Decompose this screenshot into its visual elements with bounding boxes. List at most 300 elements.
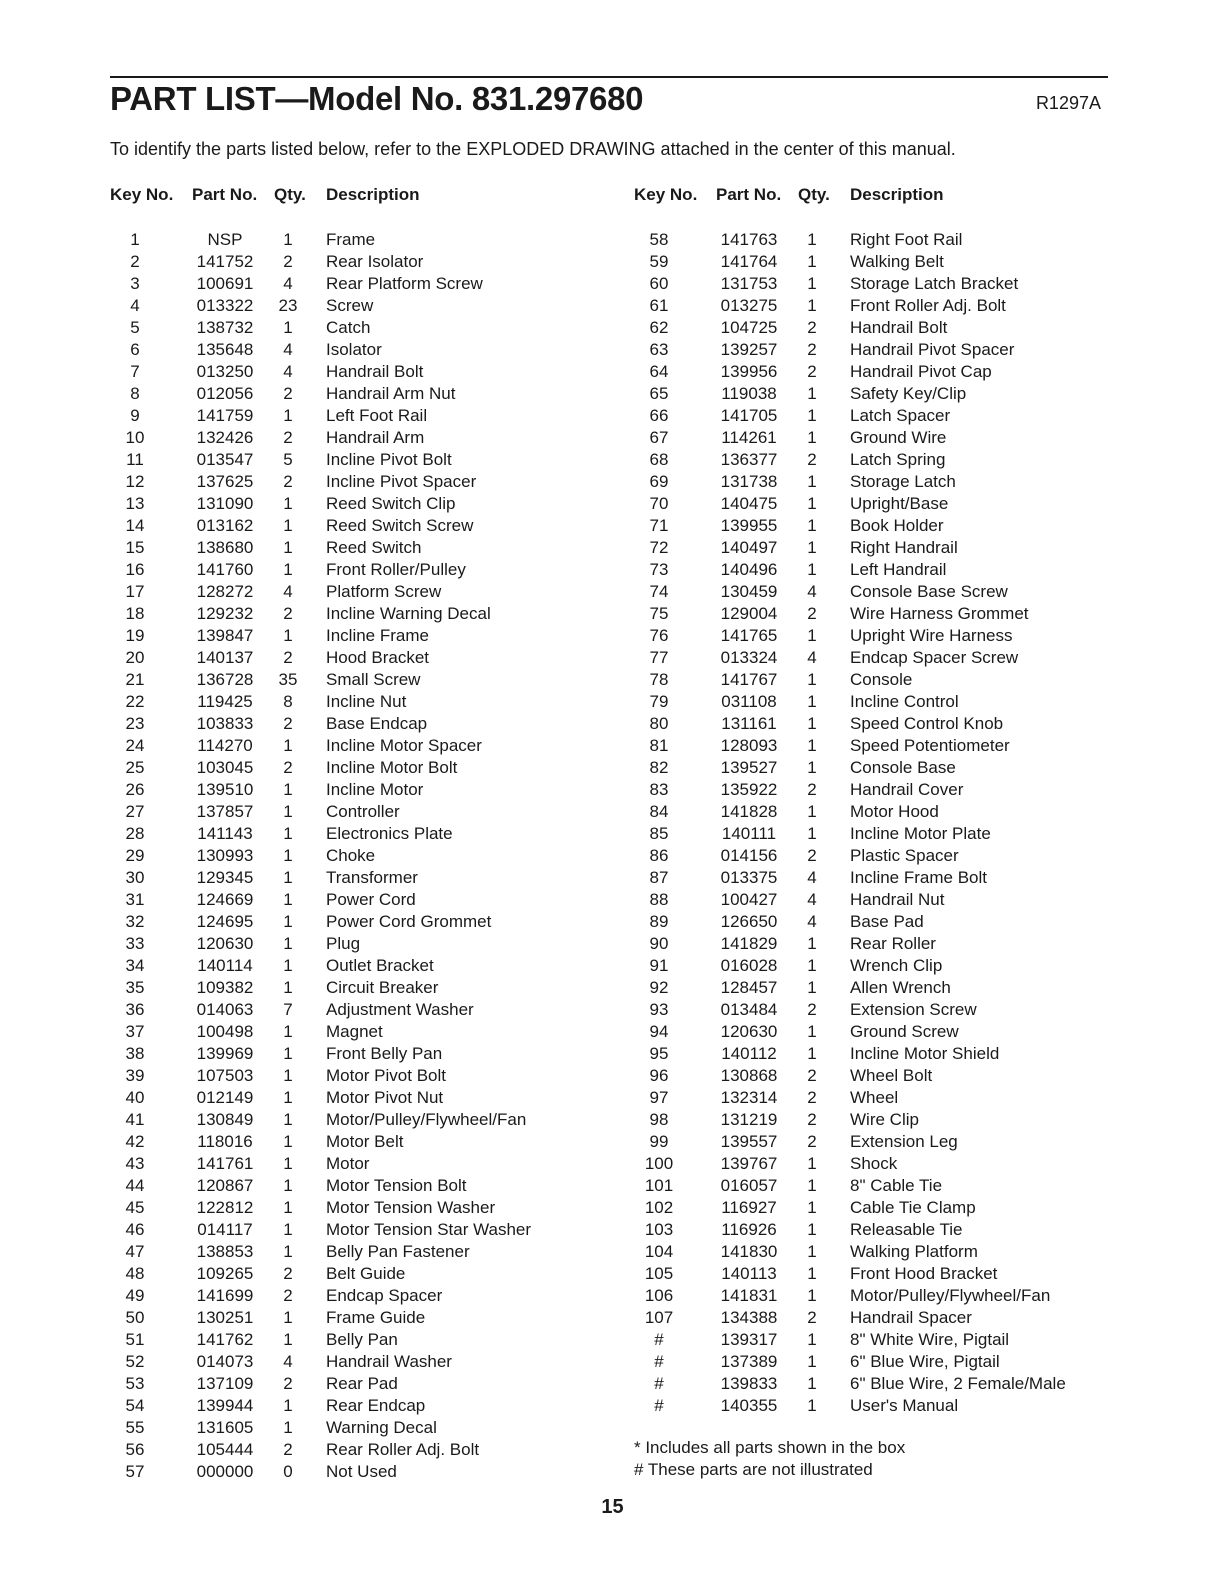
footnotes — [634, 1437, 905, 1481]
cell-key-no: 53 — [125, 1374, 145, 1393]
cell-description: Power Cord Grommet — [326, 912, 492, 931]
cell-part-no: 100427 — [720, 890, 778, 909]
cell-part-no: 137389 — [720, 1352, 778, 1371]
cell-description: Extension Screw — [850, 1000, 977, 1019]
cell-part-no: 139527 — [720, 758, 778, 777]
cell-part-no: 141764 — [720, 252, 778, 271]
cell-key-no: 80 — [649, 714, 669, 733]
cell-qty: 1 — [283, 956, 293, 975]
cell-description: Rear Roller Adj. Bolt — [326, 1440, 480, 1459]
cell-part-no: 130459 — [720, 582, 778, 601]
cell-key-no: 16 — [125, 560, 145, 579]
cell-key-no: 11 — [126, 450, 144, 469]
table-row — [634, 955, 1134, 977]
table-row — [634, 1373, 1134, 1395]
table-row — [634, 1263, 1134, 1285]
cell-description: Handrail Washer — [326, 1352, 452, 1371]
cell-part-no: 139944 — [196, 1396, 254, 1415]
cell-part-no: 139767 — [720, 1154, 778, 1173]
cell-part-no: 014063 — [196, 1000, 254, 1019]
table-row — [110, 405, 610, 427]
table-row — [110, 867, 610, 889]
cell-description: Motor Pivot Nut — [326, 1088, 444, 1107]
cell-qty: 4 — [807, 582, 817, 601]
cell-description: Safety Key/Clip — [850, 384, 967, 403]
cell-part-no: 124669 — [196, 890, 254, 909]
table-row — [634, 823, 1134, 845]
cell-key-no: 100 — [644, 1154, 674, 1173]
cell-part-no: 139510 — [196, 780, 254, 799]
cell-qty: 1 — [807, 1220, 817, 1239]
header-qty: Qty. — [274, 185, 306, 204]
cell-key-no: 64 — [649, 362, 669, 381]
cell-part-no: 141829 — [720, 934, 778, 953]
cell-qty: 2 — [807, 1000, 817, 1019]
cell-key-no: 28 — [125, 824, 145, 843]
cell-qty: 1 — [807, 1330, 817, 1349]
table-row — [110, 845, 610, 867]
cell-qty: 1 — [283, 516, 293, 535]
cell-description: Storage Latch Bracket — [850, 274, 1019, 293]
cell-part-no: 140475 — [720, 494, 778, 513]
cell-key-no: 19 — [125, 626, 145, 645]
table-row — [634, 1307, 1134, 1329]
table-row — [110, 1021, 610, 1043]
cell-description: Endcap Spacer Screw — [850, 648, 1019, 667]
cell-qty: 1 — [807, 516, 817, 535]
cell-key-no: 31 — [125, 890, 145, 909]
cell-key-no: 75 — [649, 604, 669, 623]
cell-description: Endcap Spacer — [326, 1286, 443, 1305]
cell-key-no: 96 — [649, 1066, 669, 1085]
cell-description: Outlet Bracket — [326, 956, 434, 975]
cell-description: Screw — [326, 296, 374, 315]
cell-part-no: 140111 — [721, 824, 777, 843]
cell-part-no: 120630 — [196, 934, 254, 953]
cell-key-no: 41 — [125, 1110, 145, 1129]
cell-description: Rear Isolator — [326, 252, 424, 271]
document-code: R1297A — [1035, 93, 1101, 113]
table-row — [634, 493, 1134, 515]
table-row — [634, 999, 1134, 1021]
cell-description: Front Roller/Pulley — [326, 560, 466, 579]
cell-qty: 1 — [807, 1396, 817, 1415]
table-row — [634, 977, 1134, 999]
cell-qty: 2 — [283, 1286, 293, 1305]
cell-qty: 1 — [283, 846, 293, 865]
cell-qty: 2 — [283, 252, 293, 271]
cell-part-no: 141759 — [196, 406, 254, 425]
cell-key-no: 22 — [125, 692, 145, 711]
cell-description: Extension Leg — [850, 1132, 958, 1151]
cell-description: Reed Switch — [326, 538, 422, 557]
cell-key-no: 58 — [649, 230, 669, 249]
cell-key-no: 63 — [649, 340, 669, 359]
cell-description: Platform Screw — [326, 582, 442, 601]
cell-description: Wrench Clip — [850, 956, 943, 975]
cell-qty: 1 — [807, 274, 817, 293]
cell-key-no: 47 — [125, 1242, 145, 1261]
cell-qty: 1 — [283, 736, 293, 755]
header-key-no: Key No. — [110, 185, 174, 204]
cell-part-no: 128093 — [720, 736, 778, 755]
cell-part-no: 139557 — [720, 1132, 778, 1151]
cell-description: Motor Tension Star Washer — [326, 1220, 532, 1239]
cell-qty: 2 — [283, 472, 293, 491]
cell-qty: 1 — [283, 1022, 293, 1041]
table-row — [110, 317, 610, 339]
cell-qty: 1 — [283, 494, 293, 513]
cell-description: Incline Motor — [326, 780, 424, 799]
table-row — [634, 383, 1134, 405]
cell-part-no: 128457 — [720, 978, 778, 997]
cell-part-no: 120630 — [720, 1022, 778, 1041]
table-row — [110, 1417, 610, 1439]
table-row — [634, 1109, 1134, 1131]
cell-key-no: 68 — [649, 450, 669, 469]
cell-key-no: 1 — [130, 230, 140, 249]
table-row — [634, 647, 1134, 669]
cell-qty: 2 — [807, 450, 817, 469]
table-row — [634, 471, 1134, 493]
cell-key-no: 49 — [125, 1286, 145, 1305]
table-row — [634, 1219, 1134, 1241]
cell-part-no: 141761 — [196, 1154, 254, 1173]
cell-qty: 1 — [807, 956, 817, 975]
cell-qty: 2 — [807, 1110, 817, 1129]
cell-part-no: 014117 — [197, 1220, 253, 1239]
cell-part-no: 130251 — [196, 1308, 254, 1327]
header-qty: Qty. — [798, 185, 830, 204]
header-description: Description — [326, 185, 420, 204]
cell-qty: 2 — [283, 604, 293, 623]
cell-key-no: 67 — [649, 428, 669, 447]
cell-key-no: # — [654, 1374, 664, 1393]
cell-qty: 2 — [283, 1374, 293, 1393]
cell-qty: 1 — [283, 978, 293, 997]
cell-part-no: 141831 — [720, 1286, 778, 1305]
cell-part-no: 134388 — [720, 1308, 778, 1327]
table-row — [110, 823, 610, 845]
cell-description: Incline Control — [850, 692, 959, 711]
table-row — [110, 757, 610, 779]
cell-part-no: 141762 — [196, 1330, 254, 1349]
table-row — [110, 1153, 610, 1175]
cell-key-no: 50 — [125, 1308, 145, 1327]
table-row — [110, 1307, 610, 1329]
cell-qty: 23 — [278, 296, 298, 315]
cell-qty: 1 — [283, 1396, 293, 1415]
cell-part-no: 141143 — [197, 824, 253, 843]
cell-key-no: 92 — [649, 978, 669, 997]
cell-key-no: 15 — [125, 538, 145, 557]
cell-description: Base Pad — [850, 912, 924, 931]
table-row — [634, 405, 1134, 427]
cell-description: Controller — [326, 802, 400, 821]
cell-qty: 1 — [283, 1198, 293, 1217]
cell-key-no: 38 — [125, 1044, 145, 1063]
cell-key-no: 99 — [649, 1132, 669, 1151]
cell-part-no: 139955 — [720, 516, 778, 535]
cell-qty: 1 — [283, 1220, 293, 1239]
cell-description: Rear Platform Screw — [326, 274, 483, 293]
table-row — [110, 1285, 610, 1307]
cell-qty: 2 — [807, 604, 817, 623]
cell-part-no: 141830 — [720, 1242, 778, 1261]
cell-description: Motor Pivot Bolt — [326, 1066, 446, 1085]
cell-description: Plastic Spacer — [850, 846, 959, 865]
cell-description: Speed Control Knob — [850, 714, 1004, 733]
cell-qty: 1 — [283, 318, 293, 337]
cell-part-no: 140497 — [720, 538, 778, 557]
cell-qty: 1 — [283, 1110, 293, 1129]
cell-key-no: 93 — [649, 1000, 669, 1019]
cell-key-no: 60 — [649, 274, 669, 293]
cell-description: Rear Roller — [850, 934, 936, 953]
cell-qty: 1 — [807, 736, 817, 755]
cell-key-no: 32 — [125, 912, 145, 931]
table-row — [634, 295, 1134, 317]
table-row — [110, 1043, 610, 1065]
cell-qty: 1 — [807, 296, 817, 315]
table-row — [110, 1197, 610, 1219]
cell-key-no: 13 — [125, 494, 145, 513]
cell-qty: 1 — [807, 1176, 817, 1195]
footnote-included: * Includes all parts shown in the box — [634, 1438, 906, 1457]
table-row — [110, 779, 610, 801]
cell-part-no: 109265 — [196, 1264, 254, 1283]
cell-description: Console Base Screw — [850, 582, 1008, 601]
cell-part-no: 140496 — [720, 560, 778, 579]
cell-part-no: 103833 — [196, 714, 254, 733]
cell-description: Handrail Cover — [850, 780, 964, 799]
cell-key-no: 82 — [649, 758, 669, 777]
cell-qty: 2 — [283, 1264, 293, 1283]
cell-key-no: 66 — [649, 406, 669, 425]
cell-description: Handrail Spacer — [850, 1308, 972, 1327]
cell-key-no: 98 — [649, 1110, 669, 1129]
cell-description: Incline Pivot Bolt — [326, 450, 452, 469]
table-row — [634, 559, 1134, 581]
table-row — [110, 933, 610, 955]
cell-qty: 1 — [807, 1374, 817, 1393]
cell-part-no: 141763 — [720, 230, 778, 249]
table-row — [634, 273, 1134, 295]
cell-key-no: 7 — [130, 362, 140, 381]
cell-qty: 1 — [283, 1242, 293, 1261]
cell-part-no: 131605 — [196, 1418, 254, 1437]
cell-key-no: 17 — [125, 582, 145, 601]
cell-key-no: 35 — [125, 978, 145, 997]
cell-part-no: 141765 — [720, 626, 778, 645]
cell-qty: 4 — [283, 582, 293, 601]
cell-key-no: 76 — [649, 626, 669, 645]
cell-qty: 1 — [283, 1088, 293, 1107]
table-row — [634, 251, 1134, 273]
cell-qty: 2 — [807, 362, 817, 381]
cell-part-no: 119038 — [721, 384, 777, 403]
table-row — [634, 361, 1134, 383]
cell-key-no: 45 — [125, 1198, 145, 1217]
cell-qty: 1 — [807, 670, 817, 689]
cell-part-no: NSP — [207, 230, 243, 249]
cell-key-no: 61 — [649, 296, 669, 315]
cell-description: Left Foot Rail — [326, 406, 428, 425]
cell-description: Circuit Breaker — [326, 978, 439, 997]
cell-qty: 1 — [283, 780, 293, 799]
cell-description: Handrail Bolt — [326, 362, 424, 381]
cell-qty: 2 — [283, 714, 293, 733]
cell-key-no: 78 — [649, 670, 669, 689]
cell-description: Walking Platform — [850, 1242, 978, 1261]
cell-key-no: 20 — [125, 648, 145, 667]
cell-qty: 4 — [283, 362, 293, 381]
cell-key-no: 107 — [644, 1308, 674, 1327]
header-description: Description — [850, 185, 944, 204]
table-row — [110, 625, 610, 647]
cell-description: Incline Motor Bolt — [326, 758, 458, 777]
cell-part-no: 013275 — [720, 296, 778, 315]
table-row — [110, 1065, 610, 1087]
cell-qty: 4 — [807, 648, 817, 667]
cell-description: Belly Pan — [326, 1330, 398, 1349]
cell-key-no: 81 — [649, 736, 669, 755]
table-row — [110, 1263, 610, 1285]
cell-part-no: 016028 — [720, 956, 778, 975]
cell-qty: 1 — [283, 230, 293, 249]
cell-key-no: 70 — [649, 494, 669, 513]
cell-key-no: 40 — [125, 1088, 145, 1107]
cell-part-no: 013375 — [720, 868, 778, 887]
cell-description: Wheel — [850, 1088, 899, 1107]
table-row — [634, 1131, 1134, 1153]
cell-key-no: 8 — [130, 384, 140, 403]
cell-description: Incline Motor Shield — [850, 1044, 1000, 1063]
table-row — [110, 1329, 610, 1351]
table-row — [634, 427, 1134, 449]
table-row — [110, 955, 610, 977]
cell-qty: 2 — [283, 1440, 293, 1459]
cell-qty: 1 — [283, 538, 293, 557]
table-row — [110, 559, 610, 581]
table-row — [110, 1351, 610, 1373]
cell-part-no: 138853 — [196, 1242, 254, 1261]
cell-part-no: 128272 — [196, 582, 254, 601]
cell-qty: 1 — [807, 692, 817, 711]
cell-qty: 1 — [807, 384, 817, 403]
cell-part-no: 139847 — [196, 626, 254, 645]
cell-qty: 2 — [807, 318, 817, 337]
cell-qty: 1 — [807, 824, 817, 843]
cell-key-no: 83 — [649, 780, 669, 799]
cell-key-no: 21 — [125, 670, 145, 689]
cell-qty: 1 — [807, 758, 817, 777]
table-row — [634, 581, 1134, 603]
cell-key-no: 54 — [125, 1396, 145, 1415]
cell-key-no: 62 — [649, 318, 669, 337]
cell-key-no: 57 — [125, 1462, 145, 1481]
table-row — [110, 1087, 610, 1109]
cell-key-no: 101 — [644, 1176, 674, 1195]
cell-part-no: 013324 — [720, 648, 778, 667]
cell-part-no: 100691 — [196, 274, 254, 293]
cell-qty: 2 — [283, 384, 293, 403]
table-row — [110, 735, 610, 757]
cell-part-no: 116926 — [721, 1220, 777, 1239]
cell-key-no: 9 — [130, 406, 140, 425]
cell-description: Hood Bracket — [326, 648, 429, 667]
cell-part-no: 105444 — [196, 1440, 254, 1459]
table-row — [634, 867, 1134, 889]
cell-part-no: 012149 — [196, 1088, 254, 1107]
cell-part-no: 013162 — [196, 516, 254, 535]
table-row — [634, 229, 1134, 251]
table-row — [634, 1043, 1134, 1065]
table-row — [110, 1219, 610, 1241]
cell-key-no: 74 — [649, 582, 669, 601]
table-row — [110, 1439, 610, 1461]
cell-qty: 1 — [283, 912, 293, 931]
table-row — [110, 515, 610, 537]
cell-key-no: 48 — [125, 1264, 145, 1283]
cell-part-no: 136728 — [196, 670, 254, 689]
cell-part-no: 135648 — [196, 340, 254, 359]
cell-description: 6" Blue Wire, 2 Female/Male — [850, 1374, 1066, 1393]
table-row — [110, 713, 610, 735]
cell-key-no: 42 — [125, 1132, 145, 1151]
cell-description: Latch Spring — [850, 450, 946, 469]
cell-part-no: 114270 — [197, 736, 253, 755]
cell-key-no: 69 — [649, 472, 669, 491]
cell-key-no: 59 — [649, 252, 669, 271]
cell-key-no: 95 — [649, 1044, 669, 1063]
table-row — [634, 933, 1134, 955]
cell-description: Reed Switch Clip — [326, 494, 456, 513]
cell-part-no: 137857 — [196, 802, 254, 821]
cell-qty: 1 — [807, 1198, 817, 1217]
cell-description: Handrail Arm Nut — [326, 384, 456, 403]
cell-qty: 1 — [807, 230, 817, 249]
cell-qty: 2 — [807, 1088, 817, 1107]
cell-description: Speed Potentiometer — [850, 736, 1010, 755]
cell-key-no: # — [654, 1396, 664, 1415]
cell-description: Handrail Pivot Cap — [850, 362, 992, 381]
cell-qty: 1 — [807, 1242, 817, 1261]
cell-part-no: 013250 — [196, 362, 254, 381]
cell-part-no: 014156 — [720, 846, 778, 865]
cell-key-no: 2 — [130, 252, 140, 271]
cell-description: Belt Guide — [326, 1264, 406, 1283]
cell-qty: 1 — [807, 494, 817, 513]
table-row — [110, 977, 610, 999]
table-row — [634, 1351, 1134, 1373]
cell-description: Allen Wrench — [850, 978, 951, 997]
table-row — [110, 361, 610, 383]
cell-key-no: 24 — [125, 736, 145, 755]
cell-key-no: 36 — [125, 1000, 145, 1019]
table-row — [110, 603, 610, 625]
table-row — [634, 1021, 1134, 1043]
cell-part-no: 000000 — [196, 1462, 254, 1481]
cell-description: Motor Hood — [850, 802, 939, 821]
cell-key-no: 10 — [125, 428, 145, 447]
cell-description: Console Base — [850, 758, 956, 777]
cell-description: Incline Pivot Spacer — [326, 472, 477, 491]
cell-part-no: 013484 — [720, 1000, 778, 1019]
cell-key-no: 73 — [649, 560, 669, 579]
cell-description: Power Cord — [326, 890, 416, 909]
cell-description: Rear Endcap — [326, 1396, 426, 1415]
